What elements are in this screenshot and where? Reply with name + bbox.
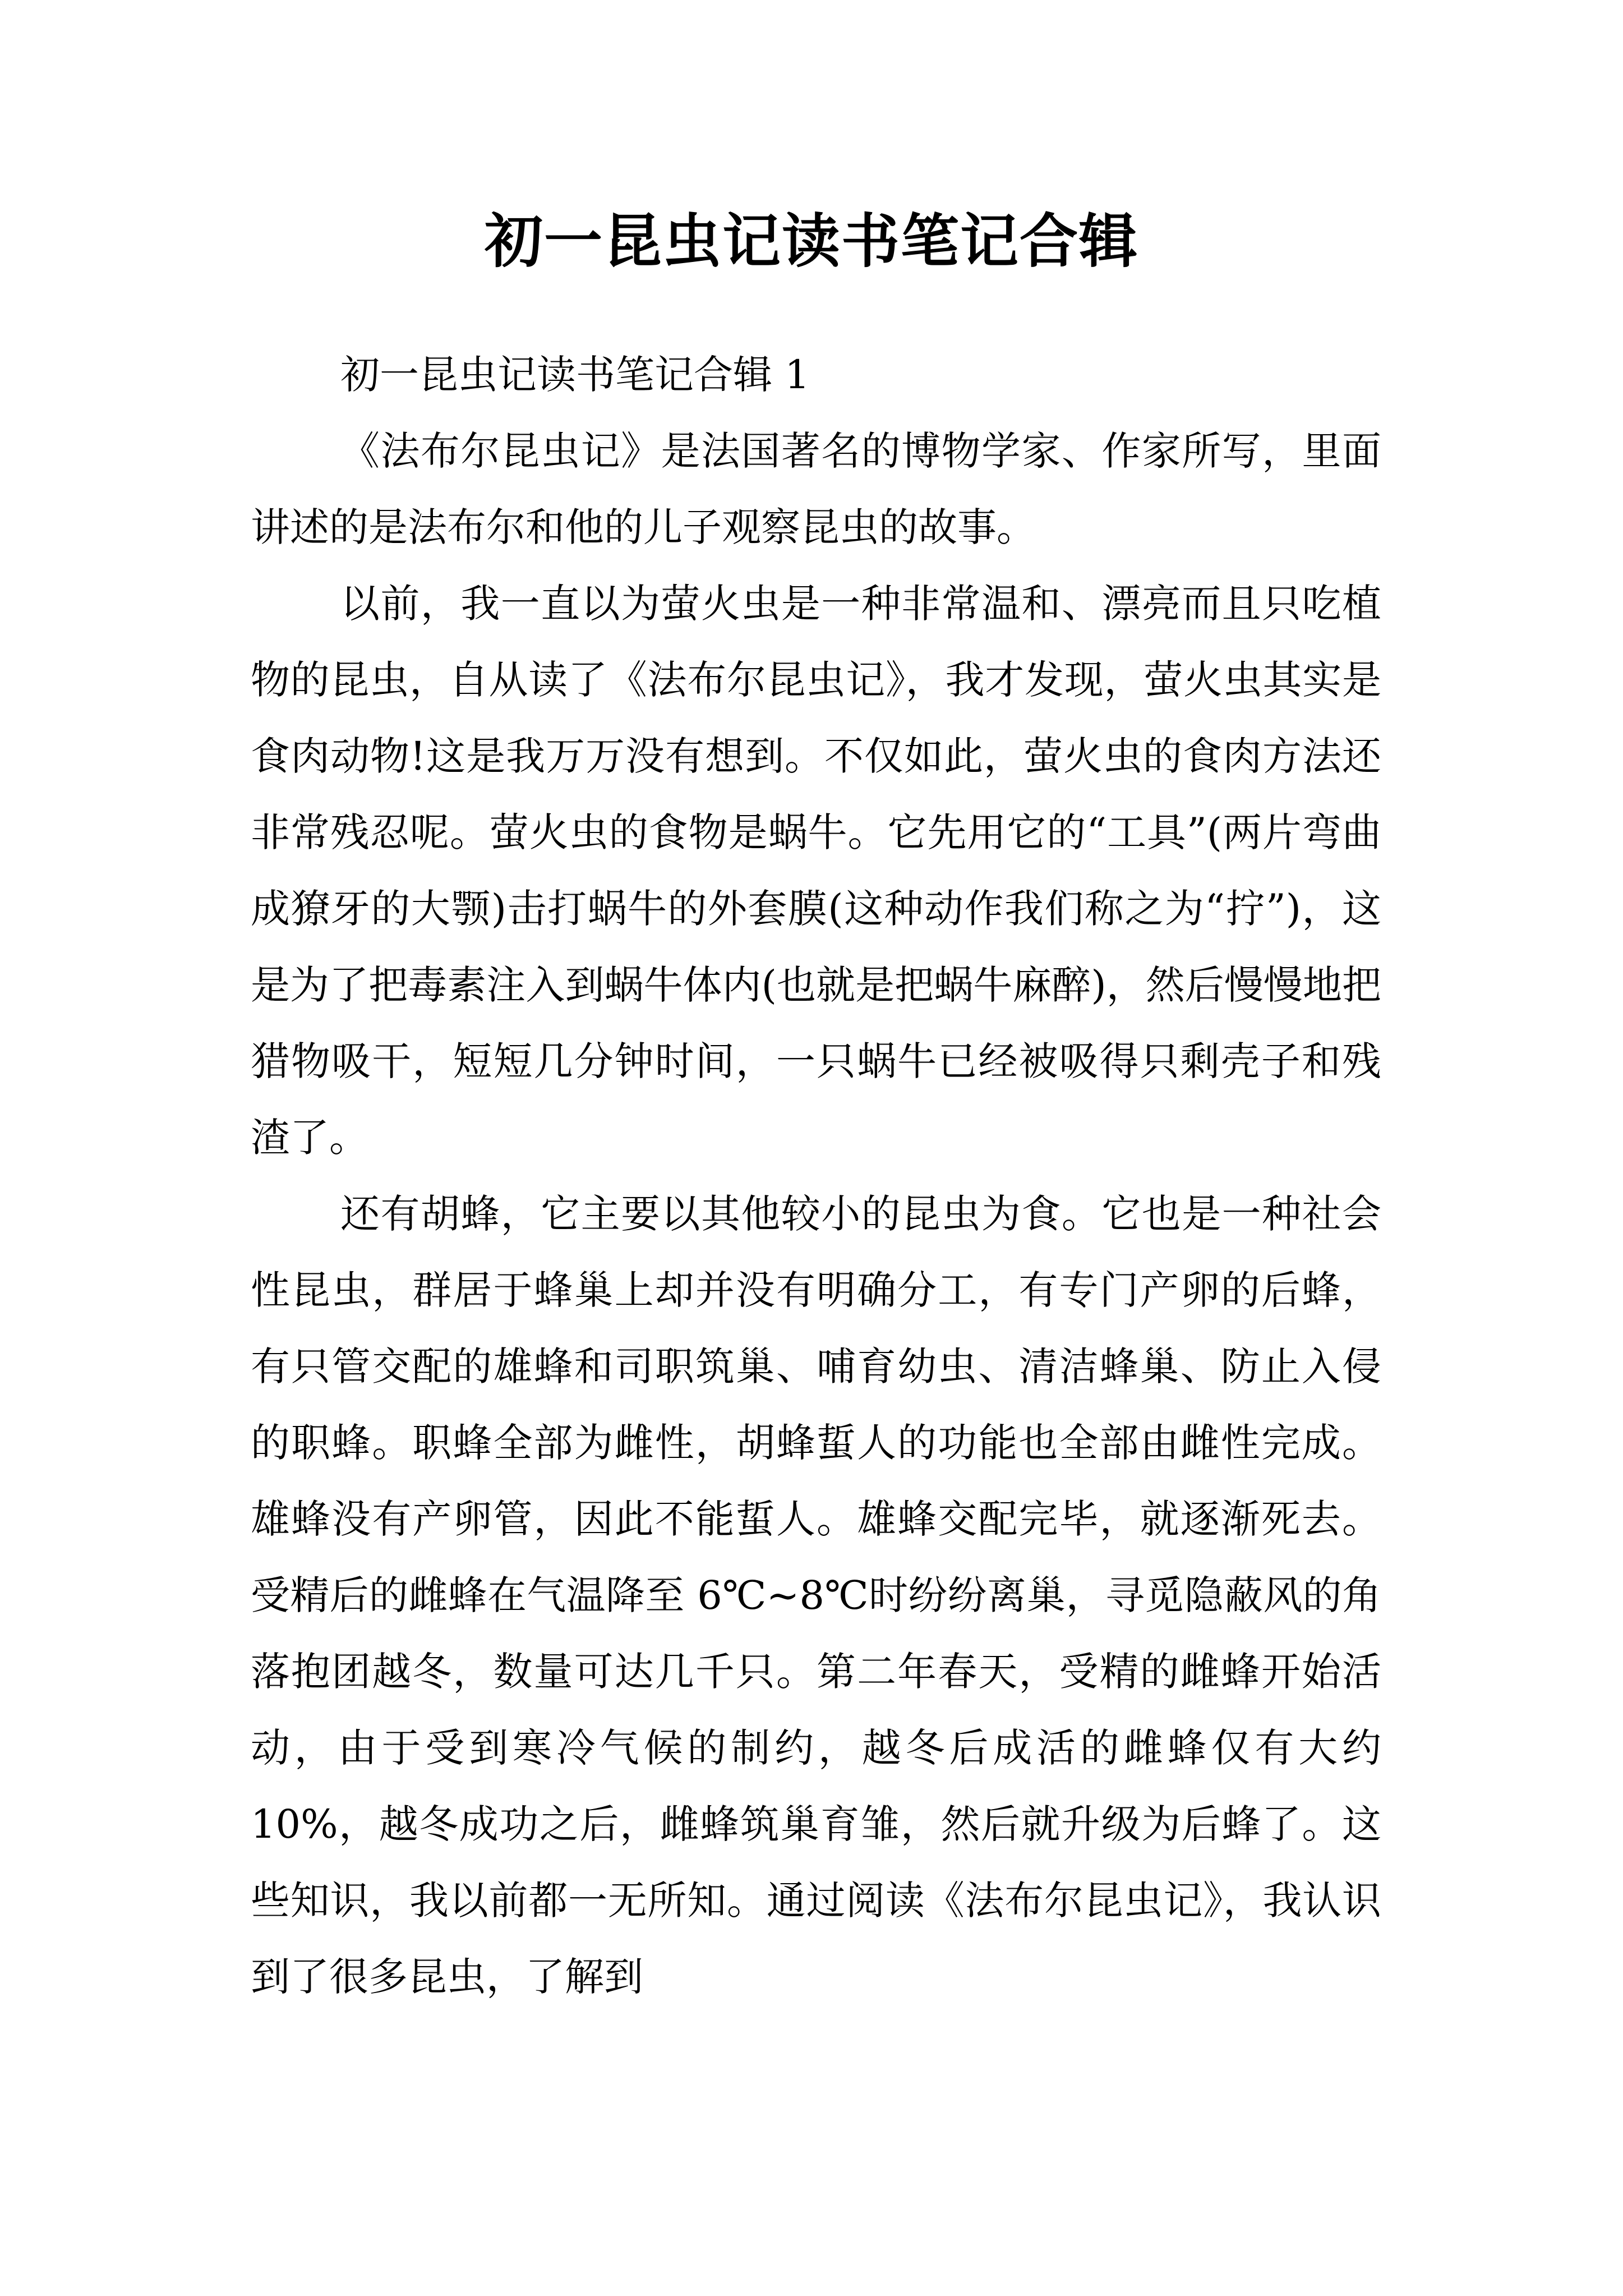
document-body	[251, 337, 1381, 2015]
paragraph-firefly: 以前，我一直以为萤火虫是一种非常温和、漂亮而且只吃植物的昆虫，自从读了《法布尔昆虫记》，我才发现，萤火虫其实是食肉动物!这是我万万没有想到。不仅如此，萤火虫的食肉方法还非常残忍呢。萤火虫的食物是蜗牛。它先用它的“工具”(两片弯曲成獠牙的大颚)击打蜗牛的外套膜(这种动作我们称之为“拧”)，这是为了把毒素注入到蜗牛体内(也就是把蜗牛麻醉)，然后慢慢地把猎物吸干，短短几分钟时间，一只蜗牛已经被吸得只剩壳子和残渣了。	[251, 581, 1381, 1161]
paragraph-wasp: 还有胡蜂，它主要以其他较小的昆虫为食。它也是一种社会性昆虫，群居于蜂巢上却并没有明确分工，有专门产卵的后蜂，有只管交配的雄蜂和司职筑巢、哺育幼虫、清洁蜂巢、防止入侵的职蜂。职蜂全部为雌性，胡蜂蜇人的功能也全部由雌性完成。雄蜂没有产卵管，因此不能蜇人。雄蜂交配完毕，就逐渐死去。受精后的雌蜂在气温降至 6℃~8℃时纷纷离巢，寻觅隐蔽风的角落抱团越冬，数量可达几千只。第二年春天，受精的雌蜂开始活动，由于受到寒冷气候的制约，越冬后成活的雌蜂仅有大约 10%，越冬成功之后，雌蜂筑巢育雏，然后就升级为后蜂了。这些知识，我以前都一无所知。通过阅读《法布尔昆虫记》，我认识到了很多昆虫，了解到	[251, 1191, 1381, 2000]
section-heading: 初一昆虫记读书笔记合辑 1	[340, 352, 810, 398]
page-title: 初一昆虫记读书笔记合辑	[484, 206, 1138, 275]
paragraph-intro: 《法布尔昆虫记》是法国著名的博物学家、作家所写，里面讲述的是法布尔和他的儿子观察昆虫的故事。	[251, 428, 1381, 550]
